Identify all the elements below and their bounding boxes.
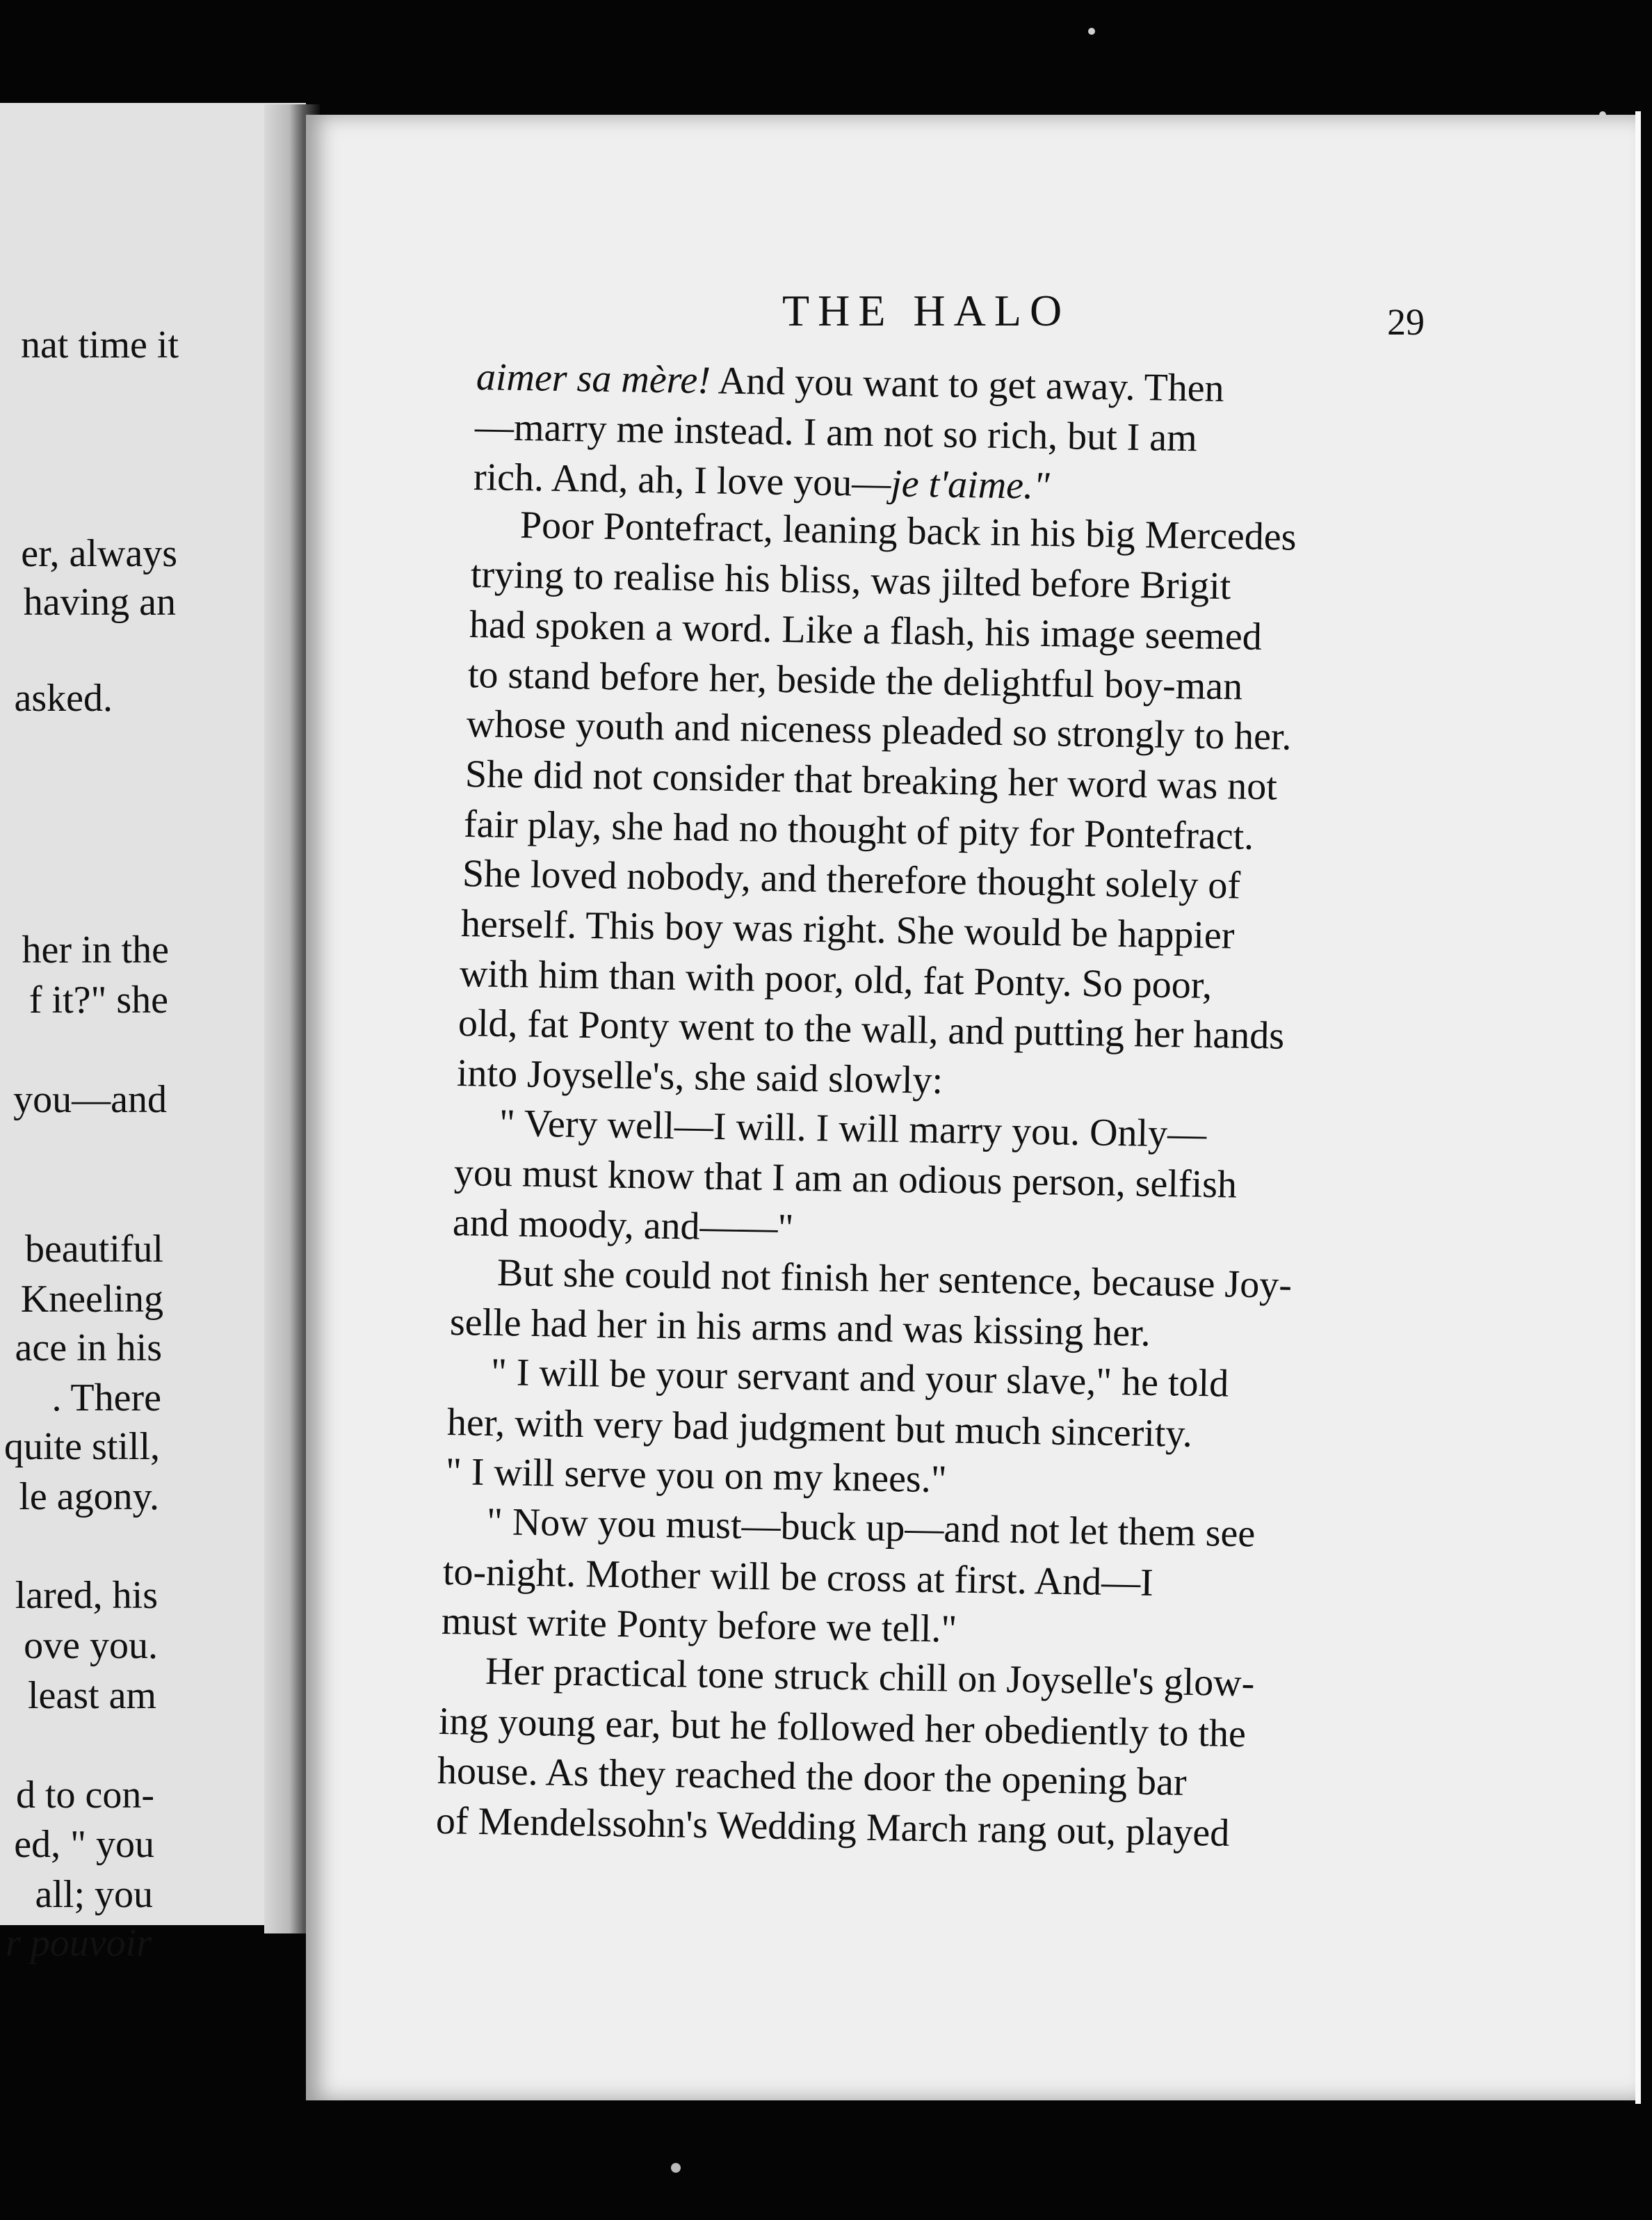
text-line: to-night. Mother will be cross at first. And—I — [442, 1550, 1154, 1605]
running-head: THE HALO — [782, 286, 1071, 335]
text-line: —marry me instead. I am not so rich, but I am — [474, 405, 1198, 460]
left-page-line: ed, " you — [14, 1823, 154, 1866]
left-page-line: having an — [23, 581, 176, 624]
left-page-line: beautiful — [24, 1228, 163, 1271]
text-line: whose youth and niceness pleaded so strongly to her. — [466, 702, 1293, 759]
text-line: " Very well—I will. I will marry you. Only— — [499, 1102, 1207, 1156]
left-page-line: f it?" she — [29, 979, 168, 1022]
text-line: and moody, and——" — [452, 1201, 794, 1250]
page-number: 29 — [1387, 301, 1425, 343]
text-line: " I will be your servant and your slave," he told — [490, 1351, 1229, 1406]
left-page-line: lared, his — [15, 1574, 158, 1617]
text-line: She loved nobody, and therefore thought solely of — [462, 852, 1241, 908]
left-page-line: Kneeling — [20, 1278, 163, 1321]
left-page-line: least am — [27, 1674, 156, 1717]
scan-speck — [1088, 28, 1095, 35]
text-line: But she could not finish her sentence, because Joy- — [496, 1251, 1293, 1307]
text-line: selle had her in his arms and was kissing her. — [449, 1301, 1151, 1355]
text-line: Her practical tone struck chill on Joyselle's glow- — [485, 1650, 1255, 1705]
left-page-line: le agony. — [19, 1475, 159, 1518]
text-line: She did not consider that breaking her word was not — [464, 753, 1278, 809]
text-line — [473, 456, 1051, 507]
scan-speck — [1599, 111, 1606, 118]
text-segment: And you want to get away. Then — [710, 359, 1225, 410]
text-line: you must know that I am an odious person, selfish — [453, 1151, 1238, 1207]
page-edge — [1635, 111, 1641, 2104]
text-line: with him than with poor, old, fat Ponty. So poor, — [459, 952, 1213, 1007]
text-line: into Joyselle's, she said slowly: — [456, 1052, 944, 1102]
text-line: ing young ear, but he followed her obediently to the — [438, 1700, 1247, 1756]
left-page-line: er, always — [21, 532, 177, 575]
left-page-line: quite still, — [4, 1425, 160, 1468]
text-line: " Now you must—buck up—and not let them see — [486, 1500, 1256, 1556]
left-page-line: you—and — [13, 1078, 167, 1121]
text-line: old, fat Ponty went to the wall, and putting her hands — [457, 1002, 1285, 1058]
french-phrase: aimer sa mère! — [476, 355, 711, 403]
left-facing-page — [0, 103, 306, 1965]
left-page-line: r pouvoir — [6, 1922, 152, 1965]
left-page-line: d to con- — [15, 1773, 154, 1817]
text-line: her, with very bad judgment but much sincerity. — [446, 1401, 1193, 1456]
text-line: herself. This boy was right. She would be happier — [460, 902, 1235, 958]
left-page-line: her in the — [22, 928, 169, 972]
left-page-line: all; you — [35, 1873, 153, 1916]
left-page-line: ace in his — [15, 1326, 162, 1369]
text-line: house. As they reached the door the opening bar — [437, 1749, 1188, 1804]
text-line: to stand before her, beside the delightful boy-man — [467, 653, 1243, 709]
scan-speck — [671, 2163, 681, 2173]
text-line: of Mendelssohn's Wedding March rang out, played — [435, 1799, 1230, 1855]
left-page-line: ove you. — [24, 1624, 158, 1667]
text-line: must write Ponty before we tell." — [441, 1600, 957, 1651]
text-line: " I will serve you on my knees." — [445, 1450, 948, 1502]
left-page-line: . There — [51, 1376, 161, 1419]
french-phrase: je t'aime." — [890, 462, 1051, 508]
left-page-line: nat time it — [20, 323, 179, 367]
text-line: Poor Pontefract, leaning back in his big Mercedes — [519, 504, 1297, 559]
text-line: had spoken a word. Like a flash, his image seemed — [469, 603, 1263, 659]
text-line: trying to realise his bliss, was jilted before Brigit — [470, 553, 1231, 609]
left-page-line: asked. — [14, 677, 113, 720]
text-segment: rich. And, ah, I love you— — [473, 456, 891, 506]
text-line: fair play, she had no thought of pity for Pontefract. — [463, 803, 1254, 858]
